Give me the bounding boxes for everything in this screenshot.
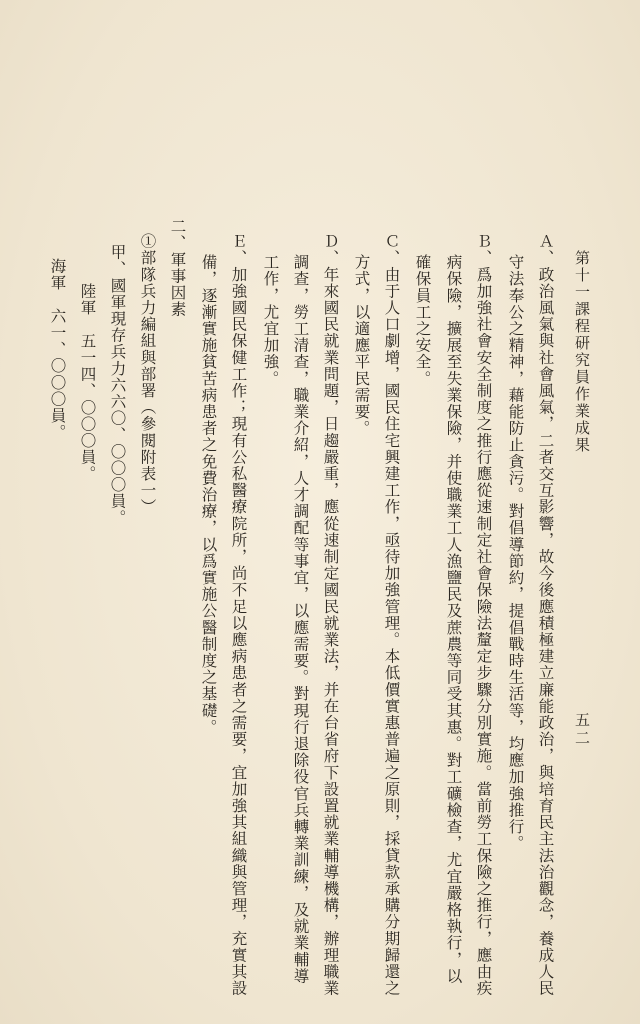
section-heading-military: 二、軍事因素	[168, 218, 187, 318]
paragraph-d-line-1: Ｄ、年來國民就業問題，日趨嚴重，應從速制定國民就業法，并在台省府下設置就業輔導機構，辦理職業	[321, 233, 340, 997]
paragraph-a-line-2: 守法奉公之精神，藉能防止貪污。對倡導節約，提倡戰時生活等，均應加強推行。	[506, 254, 525, 852]
paragraph-d-line-2: 調查，勞工清查，職業介紹，人才調配等事宜，以應需要。對現行退除役官兵轉業訓練，及就業輔導	[291, 254, 310, 985]
item-navy-forces: 海軍 六一、〇〇〇員。	[48, 258, 67, 441]
item-army-forces: 陸軍 五一四、〇〇〇員。	[78, 283, 97, 483]
paragraph-a-line-1: Ａ、政治風氣與社會風氣，二者交互影響，故今後應積極建立廉能政治，與培育民主法治觀念，養成人民	[536, 233, 555, 997]
item-total-forces: 甲、國軍現存兵力六六〇、〇〇〇員。	[108, 244, 127, 527]
paragraph-e-line-1: Ｅ、加強國民保健工作；現有公私醫療院所，尚不足以應病患者之需要，宜加強其組織與管理，充實其設	[229, 233, 248, 997]
paragraph-b-line-3: 確保員工之安全。	[413, 254, 432, 387]
paragraph-d-line-3: 工作，尤宜加強。	[261, 254, 280, 387]
running-header: 第十一課程研究員作業成果	[573, 250, 591, 454]
paragraph-b-line-2: 病保險，擴展至失業保險，并使職業工人漁鹽民及蔗農等同受其惠。對工礦檢查，尤宜嚴格執行，以	[444, 254, 463, 985]
paragraph-b-line-1: Ｂ、爲加強社會安全制度之推行應從速制定社會保險法釐定步驟分別實施。當前勞工保險之推行，應由疾	[474, 233, 493, 997]
page-number: 五二	[573, 712, 591, 748]
subsection-force-deployment: ①部隊兵力編組與部署（參閱附表一）	[138, 233, 157, 516]
paragraph-c-line-1: Ｃ、由于人口劇增，國民住宅興建工作，亟待加強管理。本低價實惠普遍之原則，採貸款承購分期歸還之	[382, 233, 401, 997]
paragraph-c-line-2: 方式，以適應平民需要。	[352, 254, 371, 437]
paragraph-e-line-2: 備，逐漸實施貧苦病患者之免費治療，以爲實施公醫制度之基礎。	[199, 254, 218, 736]
